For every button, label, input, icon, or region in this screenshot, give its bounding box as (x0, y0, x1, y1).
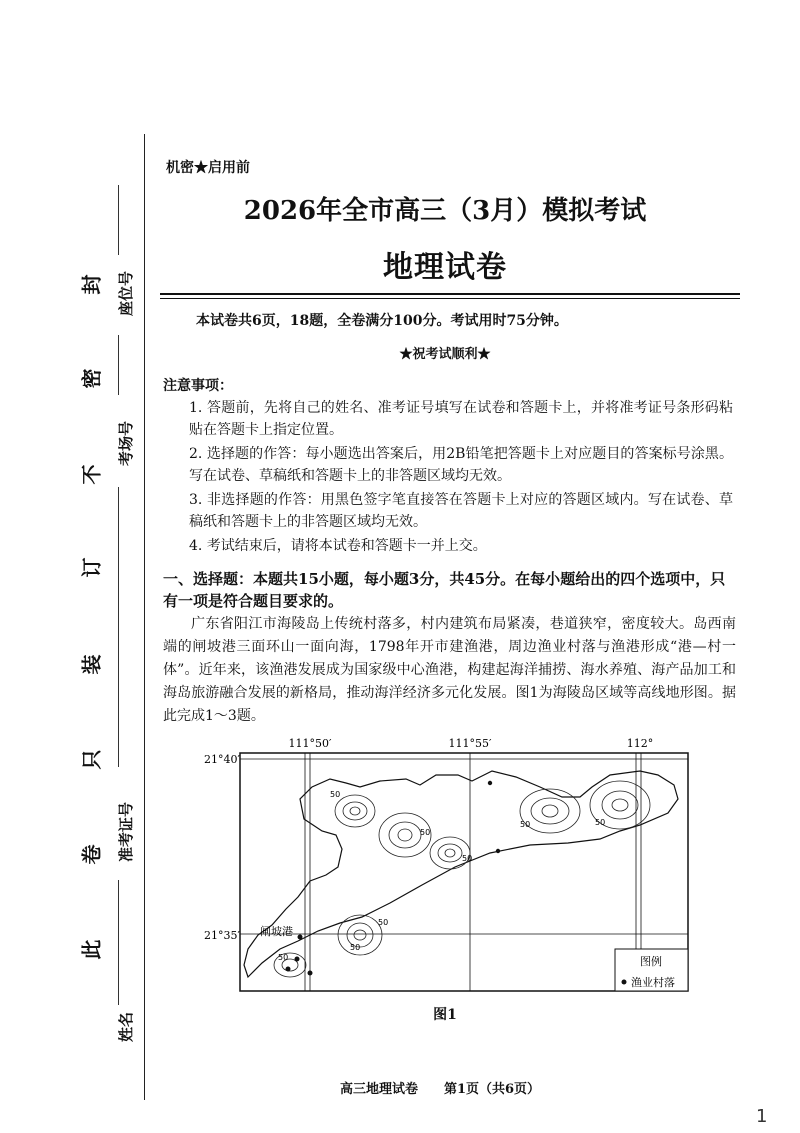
stem-text: 广东省阳江市海陵岛上传统村落多，村内建筑布局紧凑，巷道狭窄，密度较大。岛西南端的闸坡港三面环山一面向海，1798年开市建渔港，周边渔业村落与渔港形成“港—村一体”。近年来，该渔港发展成为国家级中心渔港，构建起海洋捕捞、海水养殖、海产品加工和海岛旅游融合发展的新格局，推动海洋经济多元化发展。图1为海陵岛区域等高线地形图。据此完成1～3题。 (163, 616, 736, 724)
contour-label: 50 (462, 854, 473, 863)
notes-list (163, 397, 733, 557)
binding-char: 不 (79, 464, 104, 485)
binding-char: 只 (79, 749, 104, 770)
note-item: 3. 非选择题的作答：用黑色签字笔直接答在答题卡上对应的答题区域内。写在试卷、草稿纸和答题卡上的非答题区域均无效。 (189, 492, 733, 530)
name-label: 姓名 (117, 1011, 135, 1042)
notes-title: 注意事项： (163, 378, 233, 394)
note-item: 4. 考试结束后，请将本试卷和答题卡一并上交。 (189, 538, 487, 554)
binding-char: 此 (79, 939, 104, 960)
contour-label: 50 (595, 818, 606, 827)
contour-label: 50 (420, 828, 431, 837)
exam-room-label: 考场号 (117, 420, 135, 466)
admission-number-label: 准考证号 (117, 801, 135, 862)
lon-label: 112° (626, 737, 654, 750)
blessing: ★祝考试顺利★ (399, 347, 491, 362)
exam-info: 本试卷共6页，18题，全卷满分100分。考试用时75分钟。 (196, 313, 568, 329)
legend-dot (622, 980, 627, 985)
section-heading: 一、选择题：本题共15小题，每小题3分，共45分。在每小题给出的四个选项中，只有一项是符合题目要求的。 (163, 570, 726, 610)
lon-label: 111°55′ (448, 737, 492, 750)
legend-title: 图例 (640, 955, 662, 968)
lon-label: 111°50′ (288, 737, 332, 750)
binding-char: 订 (79, 557, 104, 578)
confidential-mark: 机密★启用前 (166, 160, 250, 176)
subject-title: 地理试卷 (383, 250, 507, 285)
binding-char: 卷 (79, 844, 104, 865)
figure-caption: 图1 (433, 1007, 457, 1023)
contour-label: 50 (330, 790, 341, 799)
page-number: 1 (756, 1106, 768, 1127)
binding-char: 装 (79, 654, 104, 675)
contour-label: 50 (378, 918, 389, 927)
note-item: 2. 选择题的作答：每小题选出答案后，用2B铅笔把答题卡上对应题目的答案标号涂黑。写在试卷、草稿纸和答题卡上的非答题区域均无效。 (189, 446, 733, 484)
question-stem (163, 613, 736, 728)
note-item: 1. 答题前，先将自己的姓名、准考证号填写在试卷和答题卡上，并将准考证号条形码粘贴在答题卡上指定位置。 (189, 400, 733, 438)
page-footer: 高三地理试卷 第1页（共6页） (339, 1082, 541, 1097)
lat-label: 21°35′ (204, 929, 240, 942)
header-rule-thin (160, 298, 740, 299)
contour-map (200, 735, 700, 1000)
admission-fill-line (118, 487, 119, 767)
legend-item: 渔业村落 (631, 976, 675, 989)
exam-title: 2026年全市高三（3月）模拟考试 (243, 196, 647, 226)
seat-number-label: 座位号 (117, 270, 135, 316)
contour-label: 50 (520, 820, 531, 829)
lat-label: 21°40′ (204, 753, 240, 766)
contour-label: 50 (350, 943, 361, 952)
header-rule (160, 293, 740, 295)
binding-char: 封 (79, 274, 104, 295)
contour-lines (274, 781, 650, 977)
name-fill-line (118, 880, 119, 1005)
binding-char: 密 (79, 368, 104, 389)
contour-label: 50 (278, 953, 289, 962)
place-label: 闸坡港 (260, 925, 293, 938)
